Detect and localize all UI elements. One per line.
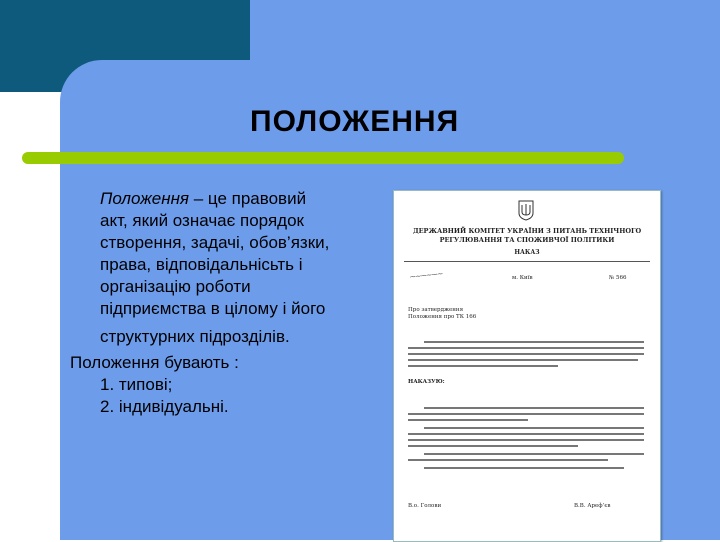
document-header xyxy=(412,227,642,245)
document-text-line xyxy=(408,365,558,367)
type-item: 2. індивідуальні. xyxy=(100,397,229,416)
document-header-line: РЕГУЛЮВАННЯ ТА СПОЖИВЧОЇ ПОЛІТИКИ xyxy=(439,236,615,244)
handwritten-date: ⁓⁓⁓⁓⁓⁓ xyxy=(409,271,444,281)
document-header-line: ДЕРЖАВНИЙ КОМІТЕТ УКРАЇНИ З ПИТАНЬ ТЕХНІЧНОГО xyxy=(412,227,642,235)
document-subject xyxy=(408,307,476,321)
document-text-line xyxy=(408,433,644,435)
type-item: 1. типові; xyxy=(100,375,173,394)
document-subject-line: Положення про ТК 166 xyxy=(408,314,477,320)
document-divider xyxy=(404,261,650,262)
types-lead: Положення бувають : xyxy=(70,353,239,372)
order-document-image xyxy=(393,190,661,542)
document-text-line xyxy=(424,407,644,409)
document-number: № 566 xyxy=(609,275,627,281)
document-text-line xyxy=(408,459,608,461)
document-subject-line: Про затвердження xyxy=(408,307,464,313)
trident-emblem-icon xyxy=(516,199,536,221)
definition-line: створення, задачі, обов’язки, xyxy=(100,233,330,252)
lime-divider-bar xyxy=(62,152,624,164)
definition-line: організацію роботи xyxy=(100,277,251,296)
document-text-line xyxy=(424,427,644,429)
document-text-line xyxy=(424,453,644,455)
document-text-line xyxy=(408,413,644,415)
document-text-line xyxy=(408,353,644,355)
document-text-line xyxy=(424,467,624,469)
slide-title: ПОЛОЖЕННЯ xyxy=(250,105,460,138)
signature-left: В.о. Голови xyxy=(408,503,442,509)
definition-line: підприємства в цілому і його xyxy=(100,299,326,318)
definition-line: – це правовий xyxy=(189,189,307,208)
document-text-line xyxy=(408,347,644,349)
document-text-line xyxy=(424,341,644,343)
signature-right: В.В. Арефʼєв xyxy=(574,503,611,509)
definition-term: Положення xyxy=(100,189,190,208)
nakazuyu-label: НАКАЗУЮ: xyxy=(408,379,445,385)
definition-paragraph xyxy=(70,188,360,348)
slide-body xyxy=(70,188,360,418)
order-label: НАКАЗ xyxy=(514,249,540,256)
definition-line: права, відповідальнісьть і xyxy=(100,255,303,274)
definition-line: структурних підрозділів. xyxy=(100,327,290,346)
document-city: м. Київ xyxy=(512,275,533,281)
definition-line: акт, який означає порядок xyxy=(100,211,304,230)
document-text-line xyxy=(408,419,528,421)
document-text-line xyxy=(408,439,644,441)
document-text-line xyxy=(408,359,638,361)
top-blue-stripe xyxy=(250,0,720,60)
document-text-line xyxy=(408,445,578,447)
